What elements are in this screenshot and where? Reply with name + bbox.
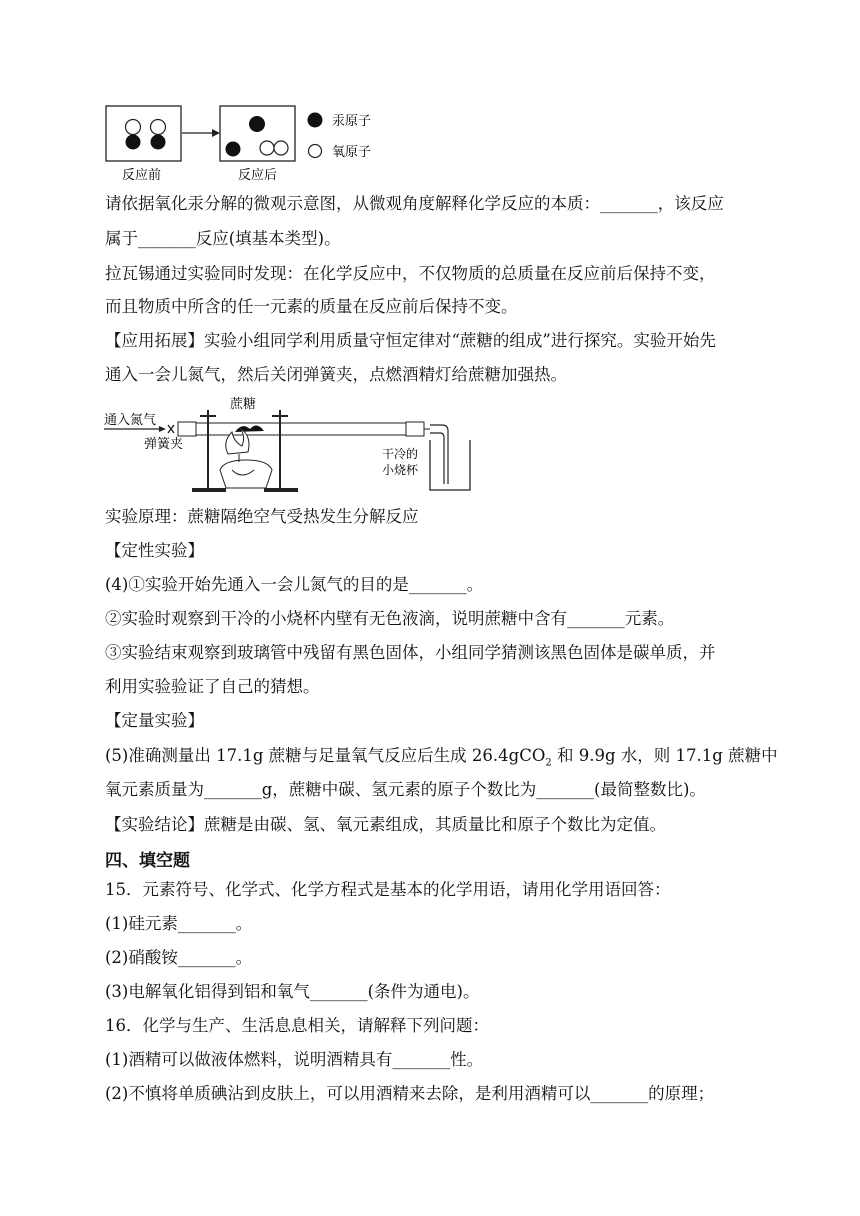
qualitative-title: 【定性实验】	[105, 541, 204, 560]
question-15: 15．元素符号、化学式、化学方程式是基本的化学用语，请用化学用语回答：	[105, 880, 671, 899]
co2-subscript: 2	[545, 757, 552, 769]
question-16-2: (2)不慎将单质碘沾到皮肤上，可以用酒精来去除，是利用酒精可以_______的原理；	[105, 1084, 715, 1103]
paragraph-2: 拉瓦锡通过实验同时发现：在化学反应中，不仅物质的总质量在反应前后保持不变，	[105, 264, 716, 283]
paragraph-1: 请依据氧化汞分解的微观示意图，从微观角度解释化学反应的本质：_______，该反应	[105, 194, 724, 213]
question-4-2: ②实验时观察到干冷的小烧杯内壁有无色液滴，说明蔗糖中含有_______元素。	[105, 609, 675, 628]
experiment-principle: 实验原理：蔗糖隔绝空气受热发生分解反应	[105, 507, 419, 526]
question-15-3: (3)电解氧化铝得到铝和氧气_______(条件为通电)。	[105, 982, 480, 1001]
conclusion: 【实验结论】蔗糖是由碳、氢、氧元素组成，其质量比和原子个数比为定值。	[105, 815, 666, 834]
question-15-1: (1)硅元素_______。	[105, 914, 253, 933]
question-16: 16．化学与生产、生活息息相关，请解释下列问题：	[105, 1016, 489, 1035]
question-5-part-a: (5)准确测量出 17.1g 蔗糖与足量氧气反应后生成 26.4g	[105, 746, 520, 765]
question-4-3b: 利用实验验证了自己的猜想。	[105, 677, 320, 696]
co-text: CO	[519, 746, 546, 765]
label-clip: 弹簧夹	[144, 437, 184, 452]
quantitative-title: 【定量实验】	[105, 711, 204, 730]
apparatus-diagram	[100, 392, 500, 496]
question-15-2: (2)硝酸铵_______。	[105, 948, 253, 967]
paragraph-3: 【应用拓展】实验小组同学利用质量守恒定律对“蔗糖的组成”进行探究。实验开始先	[105, 331, 716, 350]
mercury-oxide-diagram	[100, 100, 400, 184]
question-5-part-b: 和 9.9g 水，则 17.1g 蔗糖中	[551, 746, 778, 765]
legend-oxygen: 氧原子	[332, 145, 372, 160]
paragraph-1b: 属于_______反应(填基本类型)。	[105, 229, 341, 248]
label-beaker-2: 小烧杯	[382, 463, 419, 477]
section-4-heading: 四、填空题	[105, 851, 190, 871]
question-4-3: ③实验结束观察到玻璃管中残留有黑色固体，小组同学猜测该黑色固体是碳单质，并	[105, 643, 716, 662]
co2-formula	[519, 746, 552, 769]
question-16-1: (1)酒精可以做液体燃料，说明酒精具有_______性。	[105, 1050, 484, 1069]
paragraph-2b: 而且物质中所含的任一元素的质量在反应前后保持不变。	[105, 297, 518, 316]
label-beaker-1: 干冷的	[382, 447, 419, 461]
label-before: 反应前	[122, 168, 162, 183]
question-4-1: (4)①实验开始先通入一会儿氮气的目的是_______。	[105, 575, 484, 594]
paragraph-3b: 通入一会儿氮气，然后关闭弹簧夹，点燃酒精灯给蔗糖加强热。	[105, 365, 567, 384]
question-5	[105, 744, 778, 775]
label-after: 反应后	[238, 168, 278, 183]
label-sugar: 蔗糖	[230, 397, 257, 412]
legend-mercury: 汞原子	[332, 114, 372, 129]
label-n2: 通入氮气	[104, 413, 157, 428]
question-5-2: 氧元素质量为_______g，蔗糖中碳、氢元素的原子个数比为_______(最简整数比)。	[105, 780, 706, 799]
